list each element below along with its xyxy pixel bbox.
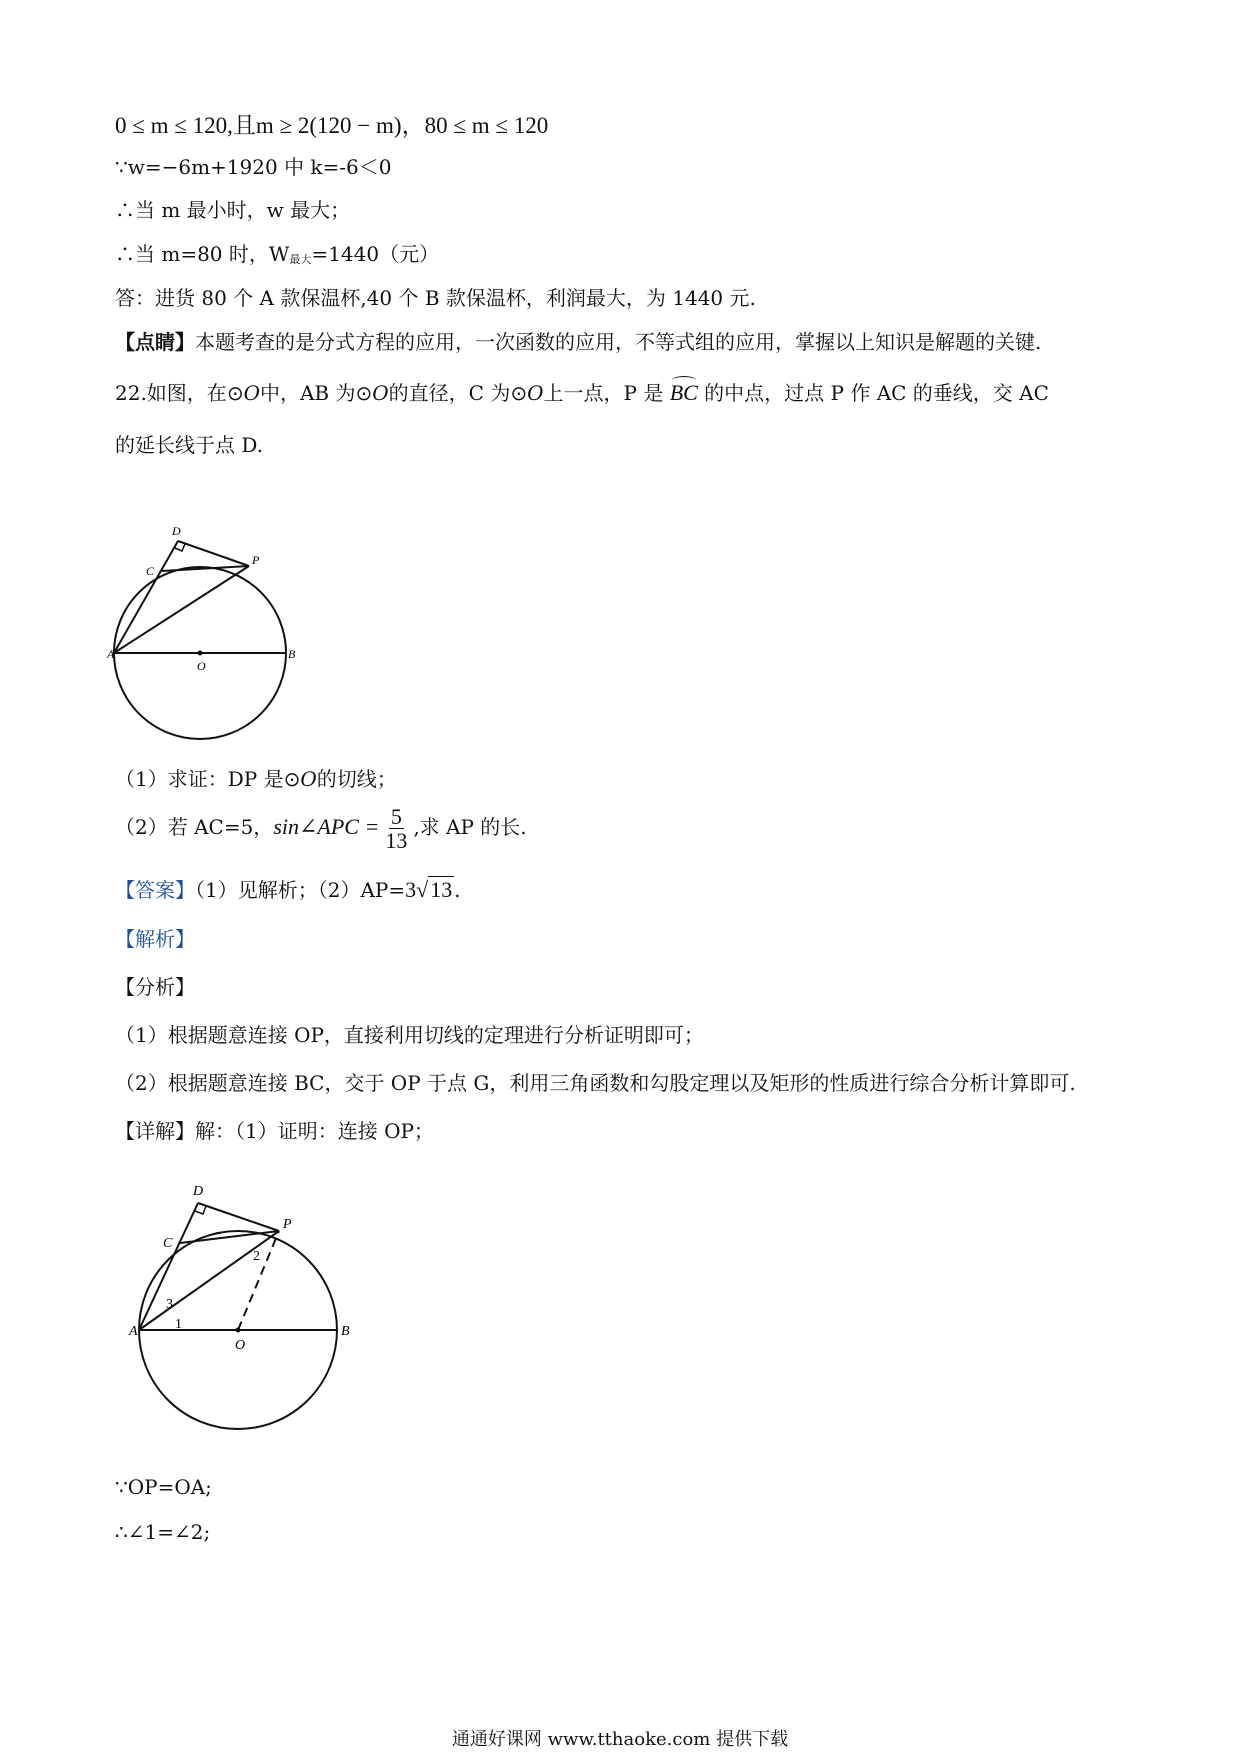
fenxi-2: （2）根据题意连接 BC，交于 OP 于点 G，利用三角函数和勾股定理以及矩形的性质进行综合分析计算即可. xyxy=(115,1071,1076,1095)
question-22-line-1: 22.如图，在⊙O中，AB 为⊙O的直径，C 为⊙O上一点，P 是 BC 的中点，过点 P 作 AC 的垂线，交 AC xyxy=(115,380,1049,405)
label-c: C xyxy=(146,564,155,578)
sqrt-expression: 3√13 xyxy=(405,877,453,902)
label-c: C xyxy=(163,1236,173,1251)
figure-1 xyxy=(107,520,320,745)
label-p: P xyxy=(252,553,260,567)
answer-line-21: 答：进货 80 个 A 款保温杯,40 个 B 款保温杯，利润最大，为 1440 元. xyxy=(115,286,756,310)
label-a: A xyxy=(107,647,115,661)
inequality-line: 0 ≤ m ≤ 120,且m ≥ 2(120 − m)，80 ≤ m ≤ 120 xyxy=(115,113,549,138)
label-b: B xyxy=(288,647,296,661)
segment-dp xyxy=(198,1203,279,1231)
answer-line: 【答案】（1）见解析；（2）AP=3√13 . xyxy=(115,877,461,902)
since-line: ∵w=−6m+1920 中 k=-6＜0 xyxy=(115,155,392,179)
answer-tag: 【答案】 xyxy=(115,878,195,902)
segment-ad xyxy=(114,541,178,653)
arc-bc: BC xyxy=(669,380,698,405)
label-p: P xyxy=(283,1217,292,1232)
label-b: B xyxy=(341,1324,350,1339)
label-a: A xyxy=(129,1324,138,1339)
segment-ap xyxy=(114,566,249,653)
label-o: O xyxy=(197,659,206,673)
angle-label-1: 1 xyxy=(175,1317,182,1332)
figure-2 xyxy=(129,1178,363,1433)
part-2: （2）若 AC=5，sin∠APC = $\frac{5}{13}$ ,求 AP 的长. xyxy=(115,804,527,854)
question-22-line-2: 的延长线于点 D. xyxy=(115,433,264,457)
segment-dp xyxy=(178,541,249,566)
fenxi-tag: 【分析】 xyxy=(115,975,195,999)
fraction: $\frac{5}{13}$ xyxy=(385,804,408,854)
fenxi-1: （1）根据题意连接 OP，直接利用切线的定理进行分析证明即可； xyxy=(115,1023,704,1047)
label-o: O xyxy=(235,1338,246,1353)
part-1: （1）求证：DP 是⊙O的切线； xyxy=(115,767,397,791)
detail-line: 【详解】解：（1）证明：连接 OP； xyxy=(115,1119,434,1143)
footer-watermark: 通通好课网 www.tthaoke.com 提供下载 xyxy=(451,1729,789,1750)
angle-label-3: 3 xyxy=(166,1297,173,1312)
analysis-tag: 【解析】 xyxy=(115,927,195,951)
label-d: D xyxy=(193,1184,204,1199)
therefore-line-1: ∴当 m 最小时，w 最大； xyxy=(115,198,351,222)
therefore-line-2: ∴当 m=80 时，W最大=1440（元） xyxy=(115,242,440,266)
step-2: ∴∠1=∠2; xyxy=(115,1520,211,1544)
center-dot xyxy=(198,651,203,656)
step-1: ∵OP=OA; xyxy=(115,1475,212,1499)
center-dot xyxy=(236,1328,241,1333)
comment-line: 【点睛】本题考查的是分式方程的应用，一次函数的应用，不等式组的应用，掌握以上知识是解题的关键. xyxy=(115,330,1042,354)
comment-tag: 【点睛】 xyxy=(115,330,195,354)
angle-label-2: 2 xyxy=(253,1249,260,1264)
label-d: D xyxy=(172,524,181,538)
